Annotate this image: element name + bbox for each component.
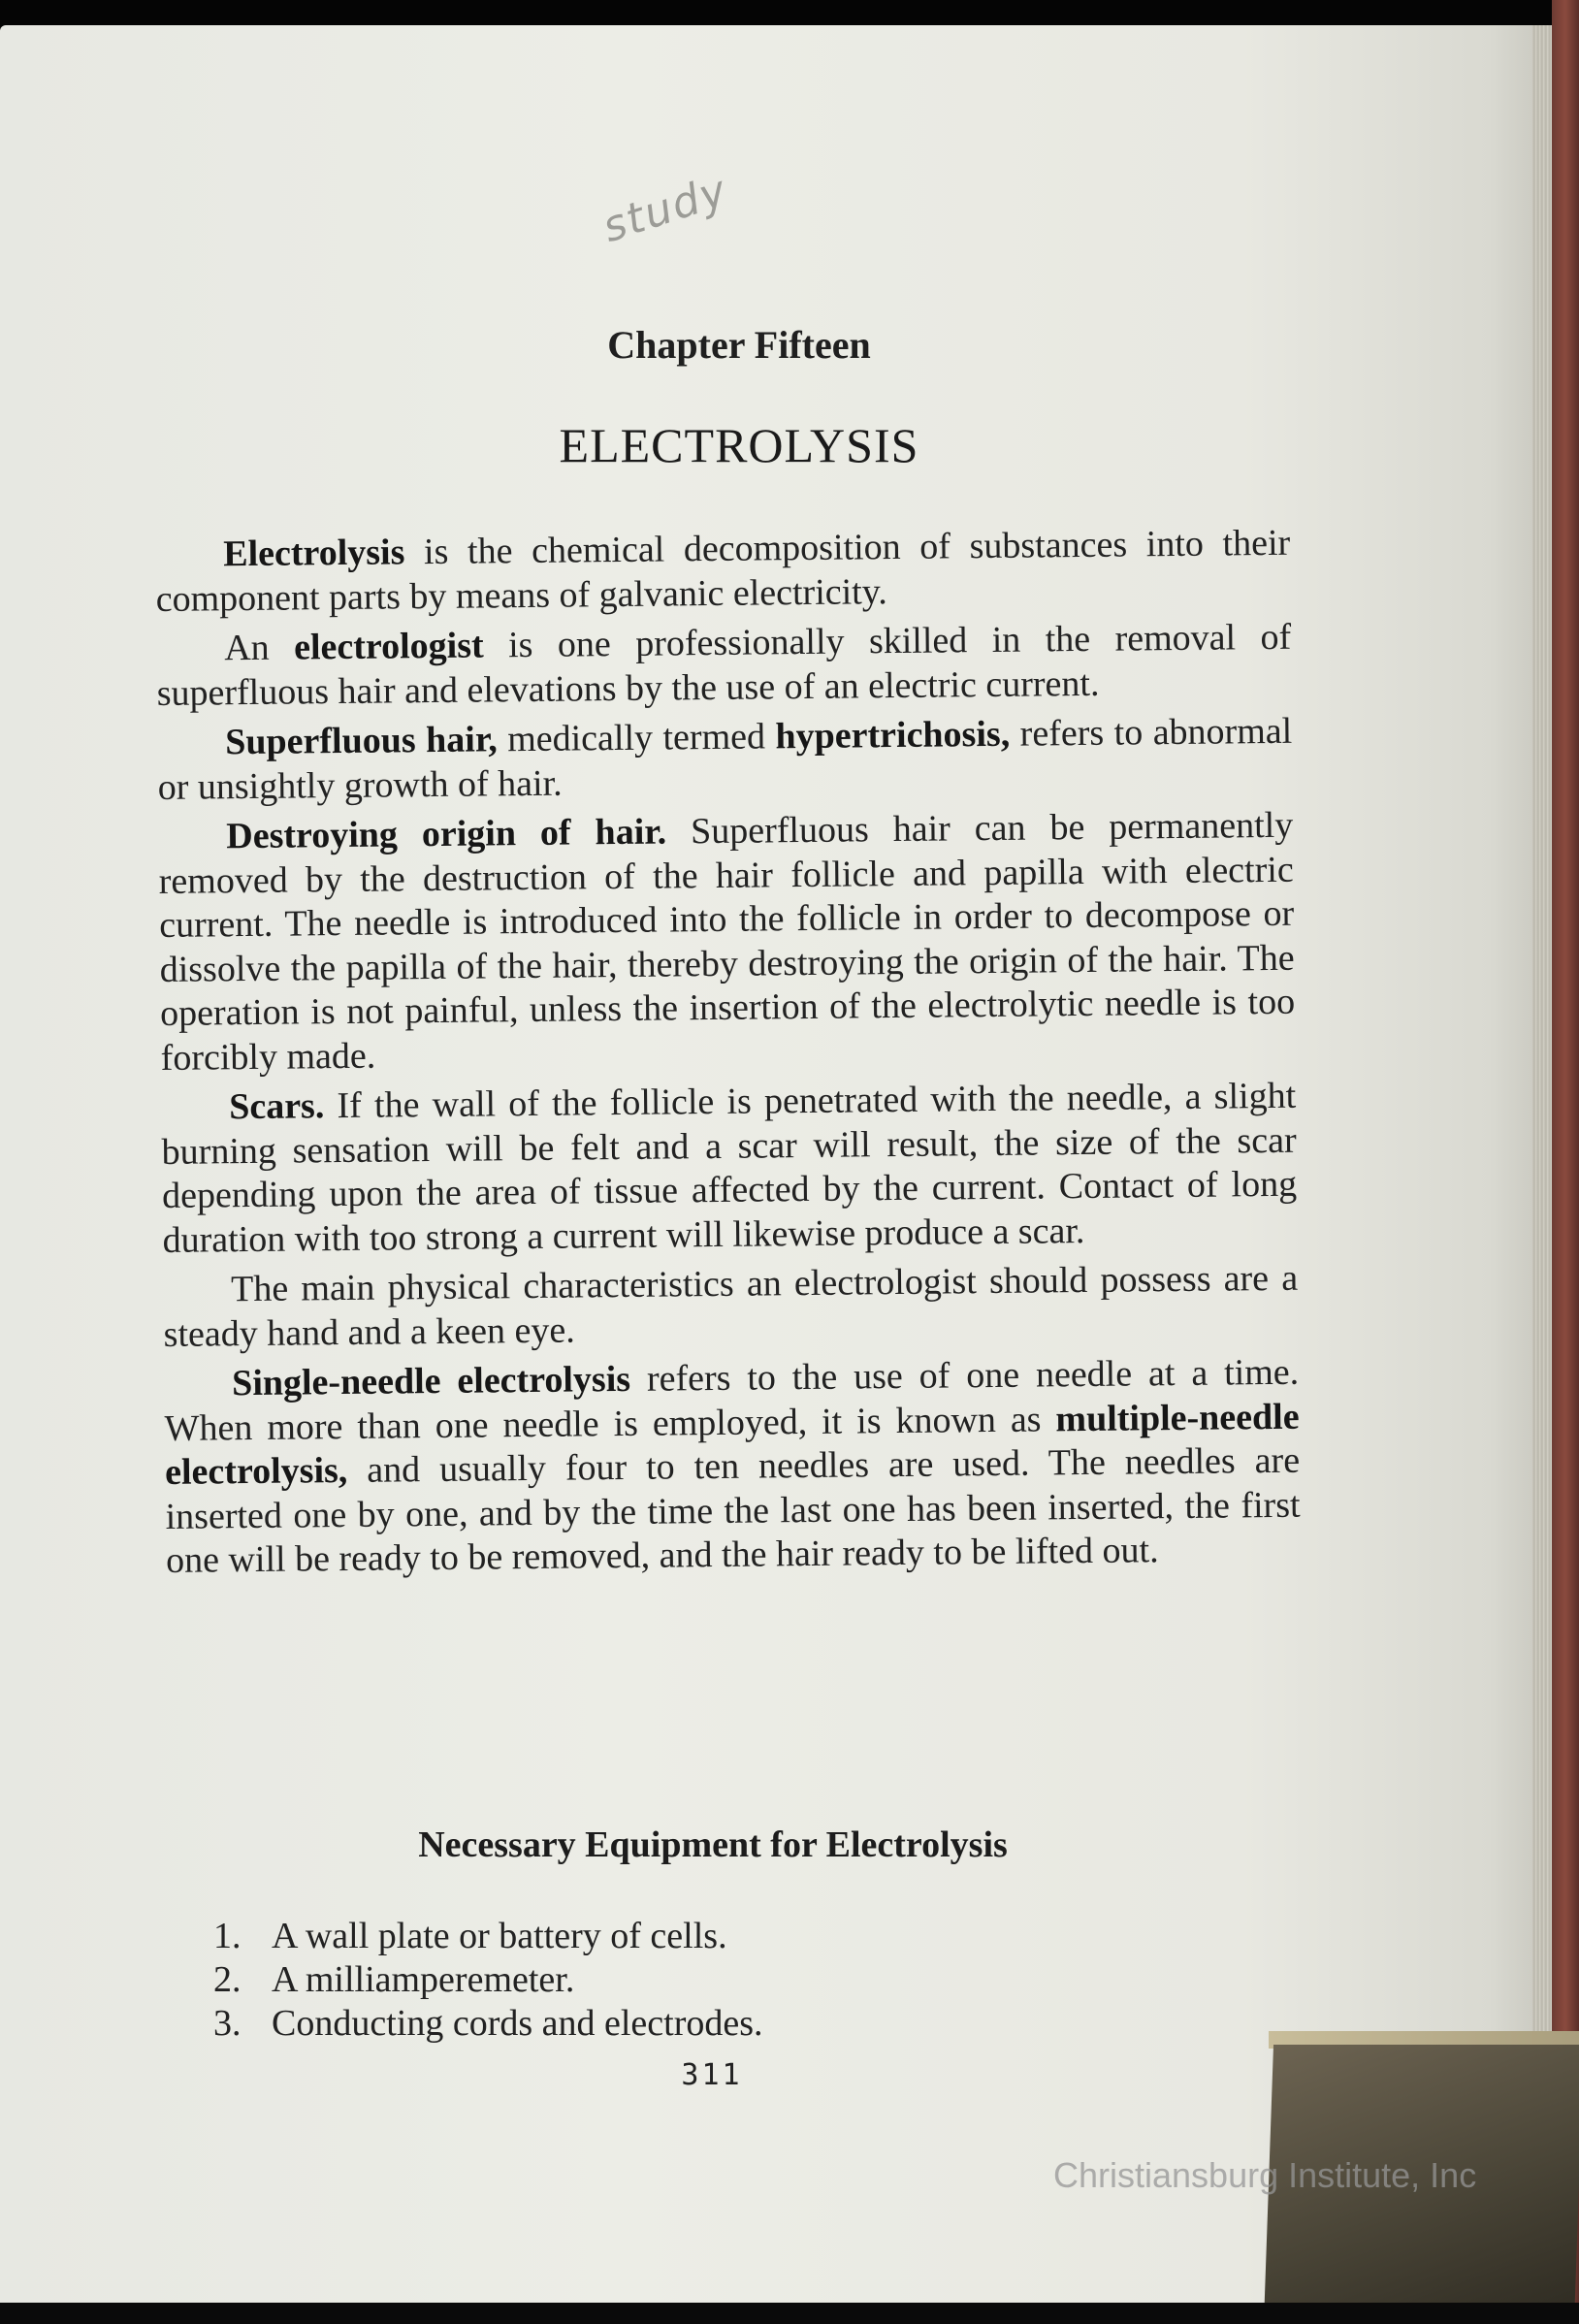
list-text: A milliamperemeter.	[272, 1959, 575, 2000]
paragraph-text: Superfluous hair can be permanently removed by the destruction of the hair follicle and papilla with electric current. The needle is introduced into the follicle in order to decompose or dissolve the papilla of the hair, thereby destroying the origin of the hair. The operation is not painful, unless the insertion of the electrolytic needle is too forcibly made.	[158, 804, 1296, 1079]
term: Scars.	[228, 1085, 325, 1128]
paragraph	[161, 1075, 1298, 1263]
scan-border-bottom	[0, 2303, 1579, 2324]
list-text: A wall plate or battery of cells.	[272, 1916, 727, 1956]
paragraph-text: refers to abnormal or unsightly growth of hair.	[157, 710, 1293, 808]
term: multiple-needle electrolysis,	[164, 1396, 1300, 1493]
term: Destroying origin of hair.	[226, 811, 667, 857]
paragraph-text: and usually four to ten needles are used. The needles are inserted one by one, and by the time the last one has been inserted, the first one will be ready to be removed, and the hair ready to be lifted out.	[165, 1439, 1301, 1581]
list-item	[213, 1958, 1086, 2002]
handwritten-annotation: study	[596, 165, 734, 253]
list-number: 2.	[213, 1959, 242, 2000]
watermark: Christiansburg Institute, Inc	[1053, 2155, 1477, 2195]
page-stack-edge	[1532, 25, 1554, 2324]
paragraph-text: refers to the use of one needle at a time. When more than one needle is employed, it is known as	[164, 1351, 1300, 1449]
term: Superfluous hair,	[225, 719, 498, 763]
paragraph	[164, 1351, 1301, 1584]
term: hypertrichosis,	[775, 713, 1011, 758]
page-number: 311	[681, 2058, 743, 2092]
list-number: 3.	[213, 2003, 242, 2044]
equipment-list	[213, 1915, 1086, 2046]
paragraph-text: is one professionally skilled in the removal of superfluous hair and elevations by the use of an electric current.	[156, 616, 1292, 714]
paragraph-text: If the wall of the follicle is penetrated with the needle, a slight burning sensation will be felt and a scar will result, the size of the scar depending upon the area of tissue affected by the current. Contact of long duration with too strong a current will likewise produce a scar.	[161, 1075, 1298, 1261]
paragraph-text: medically termed	[497, 716, 776, 760]
list-text: Conducting cords and electrodes.	[272, 2003, 763, 2044]
chapter-label: Chapter Fifteen	[607, 323, 871, 367]
term: Single-needle electrolysis	[231, 1358, 631, 1404]
list-item	[213, 2002, 1086, 2046]
paragraph	[156, 616, 1292, 716]
paragraph-text: is the chemical decomposition of substances into their component parts by means of galvanic electricity.	[155, 522, 1291, 620]
list-number: 1.	[213, 1916, 242, 1956]
body-text	[155, 522, 1301, 1590]
list-item	[213, 1915, 1086, 1958]
paragraph	[163, 1257, 1299, 1357]
paragraph	[157, 710, 1293, 810]
paragraph	[158, 804, 1296, 1081]
term: electrologist	[293, 625, 484, 668]
section-heading: Necessary Equipment for Electrolysis	[418, 1824, 1008, 1865]
paragraph	[155, 522, 1291, 622]
term: Electrolysis	[223, 532, 405, 575]
paragraph-text: The main physical characteristics an electrologist should possess are a steady hand and a keen eye.	[163, 1257, 1299, 1355]
chapter-title: ELECTROLYSIS	[559, 418, 919, 472]
paragraph-lead: An	[224, 627, 295, 669]
book-cover-edge	[1552, 0, 1579, 2324]
